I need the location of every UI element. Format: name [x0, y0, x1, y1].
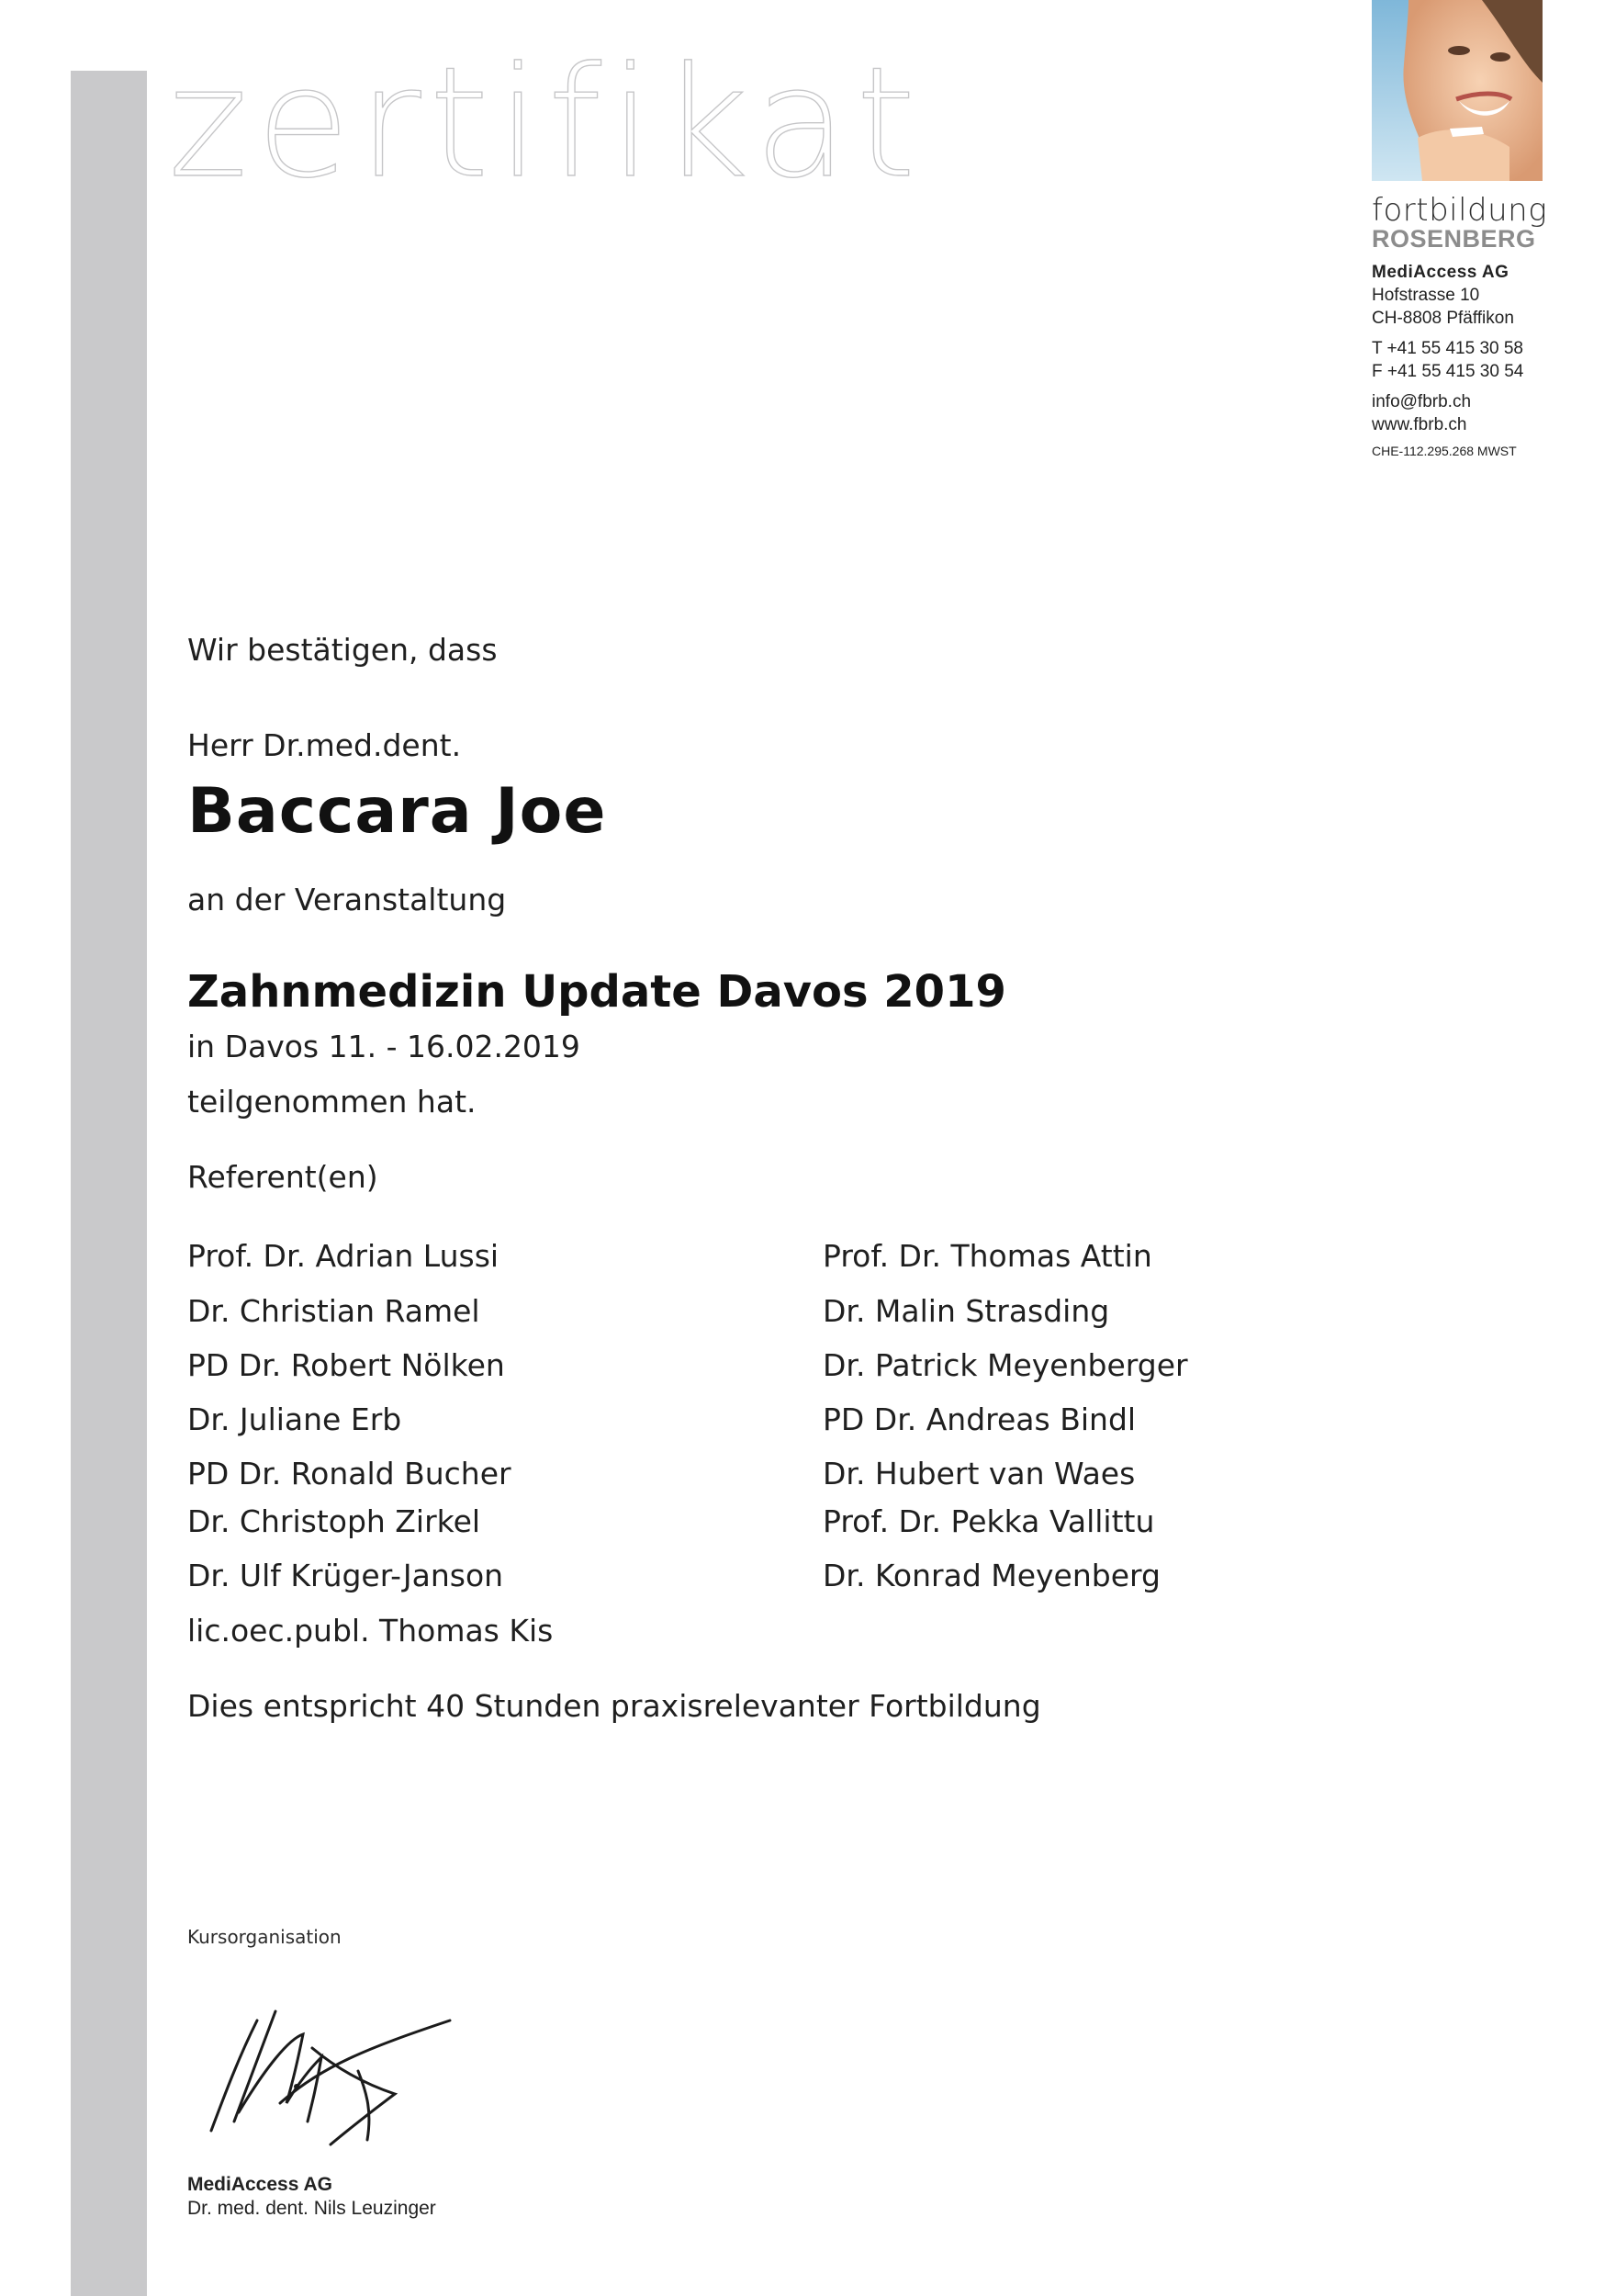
signature-image — [184, 1984, 459, 2171]
address-company: MediAccess AG — [1372, 263, 1509, 282]
speaker-right-5: Dr. Hubert van Waes — [823, 1456, 1136, 1491]
address-street: Hofstrasse 10 — [1372, 286, 1480, 305]
certificate-title: zertifikat — [168, 35, 925, 212]
speaker-left-1: Prof. Dr. Adrian Lussi — [187, 1238, 499, 1274]
brand-script-text: fortbildung — [1372, 192, 1548, 229]
speaker-right-6: Prof. Dr. Pekka Vallittu — [823, 1503, 1155, 1539]
address-phone: T +41 55 415 30 58 — [1372, 339, 1523, 358]
brand-logo — [1372, 192, 1592, 253]
address-email: info@fbrb.ch — [1372, 392, 1472, 411]
speaker-right-7: Dr. Konrad Meyenberg — [823, 1558, 1161, 1593]
event-intro: an der Veranstaltung — [187, 882, 507, 917]
event-title: Zahnmedizin Update Davos 2019 — [187, 966, 1006, 1018]
company-address-block — [1372, 261, 1592, 463]
participant-name: Baccara Joe — [187, 775, 607, 848]
speaker-right-1: Prof. Dr. Thomas Attin — [823, 1238, 1152, 1274]
participated-text: teilgenommen hat. — [187, 1084, 477, 1120]
speaker-left-3: PD Dr. Robert Nölken — [187, 1347, 505, 1383]
event-location-date: in Davos 11. - 16.02.2019 — [187, 1029, 580, 1064]
decorative-sidebar-bar — [71, 71, 147, 2296]
address-city: CH-8808 Pfäffikon — [1372, 309, 1514, 328]
footer-company: MediAccess AG — [187, 2174, 332, 2195]
organisation-label: Kursorganisation — [187, 1926, 342, 1948]
address-fax: F +41 55 415 30 54 — [1372, 362, 1524, 381]
footer-person: Dr. med. dent. Nils Leuzinger — [187, 2198, 436, 2219]
speaker-left-5: PD Dr. Ronald Bucher — [187, 1456, 511, 1491]
speaker-right-4: PD Dr. Andreas Bindl — [823, 1401, 1137, 1437]
address-vat: CHE-112.295.268 MWST — [1372, 444, 1517, 458]
speaker-right-2: Dr. Malin Strasding — [823, 1293, 1110, 1329]
speaker-left-8: lic.oec.publ. Thomas Kis — [187, 1613, 554, 1649]
speakers-label: Referent(en) — [187, 1159, 378, 1195]
speaker-right-3: Dr. Patrick Meyenberger — [823, 1347, 1188, 1383]
address-web: www.fbrb.ch — [1372, 415, 1467, 434]
smiling-woman-photo — [1372, 0, 1543, 181]
hours-statement: Dies entspricht 40 Stunden praxisrelevanter Fortbildung — [187, 1688, 1041, 1724]
speaker-left-7: Dr. Ulf Krüger-Janson — [187, 1558, 504, 1593]
brand-name: ROSENBERG — [1372, 225, 1536, 253]
speaker-left-2: Dr. Christian Ramel — [187, 1293, 480, 1329]
footer-organisation — [187, 2173, 436, 2221]
speaker-left-6: Dr. Christoph Zirkel — [187, 1503, 481, 1539]
speaker-left-4: Dr. Juliane Erb — [187, 1401, 402, 1437]
intro-text: Wir bestätigen, dass — [187, 632, 498, 668]
salutation: Herr Dr.med.dent. — [187, 727, 462, 763]
